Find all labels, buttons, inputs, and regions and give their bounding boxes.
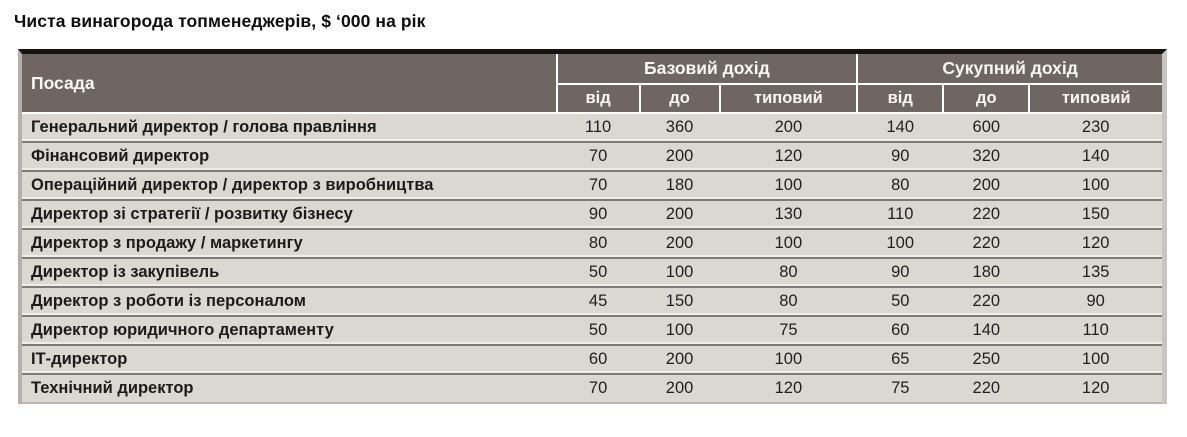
value-cell: 180 — [640, 171, 720, 200]
value-cell: 50 — [557, 316, 640, 345]
table-row — [22, 113, 1162, 142]
compensation-table-container — [18, 49, 1167, 404]
value-cell: 120 — [720, 142, 858, 171]
value-cell: 90 — [1029, 287, 1162, 316]
value-cell: 200 — [640, 142, 720, 171]
group-header-row — [22, 54, 1162, 84]
value-cell: 50 — [857, 287, 943, 316]
value-cell: 110 — [557, 113, 640, 142]
value-cell: 220 — [943, 374, 1029, 403]
position-cell: Фінансовий директор — [22, 142, 557, 171]
value-cell: 75 — [857, 374, 943, 403]
value-cell: 150 — [640, 287, 720, 316]
value-cell: 50 — [557, 258, 640, 287]
table-row — [22, 374, 1162, 403]
value-cell: 80 — [857, 171, 943, 200]
value-cell: 200 — [640, 345, 720, 374]
group-header-base-income: Базовий дохід — [557, 54, 858, 84]
table-row — [22, 345, 1162, 374]
table-row — [22, 316, 1162, 345]
position-cell: Директор з роботи із персоналом — [22, 287, 557, 316]
value-cell: 80 — [557, 229, 640, 258]
group-header-total-income: Сукупний дохід — [857, 54, 1162, 84]
value-cell: 135 — [1029, 258, 1162, 287]
value-cell: 100 — [1029, 171, 1162, 200]
value-cell: 360 — [640, 113, 720, 142]
position-cell: ІТ-директор — [22, 345, 557, 374]
page-title: Чиста винагорода топменеджерів, $ ‘000 на рік — [14, 11, 426, 31]
value-cell: 220 — [943, 287, 1029, 316]
compensation-table — [22, 54, 1162, 404]
value-cell: 140 — [1029, 142, 1162, 171]
value-cell: 100 — [640, 316, 720, 345]
value-cell: 65 — [857, 345, 943, 374]
value-cell: 70 — [557, 142, 640, 171]
table-row — [22, 287, 1162, 316]
table-header — [22, 54, 1162, 113]
value-cell: 320 — [943, 142, 1029, 171]
table-row — [22, 142, 1162, 171]
value-cell: 80 — [720, 258, 858, 287]
position-cell: Директор юридичного департаменту — [22, 316, 557, 345]
value-cell: 220 — [943, 200, 1029, 229]
position-cell: Технічний директор — [22, 374, 557, 403]
table-row — [22, 258, 1162, 287]
value-cell: 200 — [640, 200, 720, 229]
value-cell: 230 — [1029, 113, 1162, 142]
value-cell: 100 — [720, 171, 858, 200]
value-cell: 90 — [857, 142, 943, 171]
subheader-base-to: до — [640, 84, 720, 113]
table-row — [22, 229, 1162, 258]
subheader-total-from: від — [857, 84, 943, 113]
value-cell: 100 — [720, 345, 858, 374]
subheader-base-typical: типовий — [720, 84, 858, 113]
value-cell: 200 — [720, 113, 858, 142]
table-row — [22, 171, 1162, 200]
value-cell: 220 — [943, 229, 1029, 258]
value-cell: 200 — [640, 374, 720, 403]
value-cell: 200 — [943, 171, 1029, 200]
value-cell: 100 — [1029, 345, 1162, 374]
value-cell: 70 — [557, 171, 640, 200]
value-cell: 130 — [720, 200, 858, 229]
table-row — [22, 200, 1162, 229]
value-cell: 150 — [1029, 200, 1162, 229]
value-cell: 100 — [640, 258, 720, 287]
value-cell: 120 — [1029, 229, 1162, 258]
value-cell: 120 — [720, 374, 858, 403]
table-body — [22, 113, 1162, 403]
value-cell: 45 — [557, 287, 640, 316]
value-cell: 70 — [557, 374, 640, 403]
position-cell: Директор зі стратегії / розвитку бізнесу — [22, 200, 557, 229]
subheader-total-typical: типовий — [1029, 84, 1162, 113]
value-cell: 60 — [857, 316, 943, 345]
subheader-total-to: до — [943, 84, 1029, 113]
value-cell: 75 — [720, 316, 858, 345]
position-cell: Генеральний директор / голова правління — [22, 113, 557, 142]
value-cell: 120 — [1029, 374, 1162, 403]
value-cell: 600 — [943, 113, 1029, 142]
value-cell: 90 — [857, 258, 943, 287]
value-cell: 60 — [557, 345, 640, 374]
value-cell: 110 — [857, 200, 943, 229]
value-cell: 80 — [720, 287, 858, 316]
value-cell: 100 — [720, 229, 858, 258]
value-cell: 90 — [557, 200, 640, 229]
position-cell: Операційний директор / директор з виробництва — [22, 171, 557, 200]
position-cell: Директор з продажу / маркетингу — [22, 229, 557, 258]
subheader-base-from: від — [557, 84, 640, 113]
position-column-header: Посада — [22, 54, 557, 113]
value-cell: 100 — [857, 229, 943, 258]
value-cell: 140 — [857, 113, 943, 142]
value-cell: 180 — [943, 258, 1029, 287]
value-cell: 110 — [1029, 316, 1162, 345]
value-cell: 140 — [943, 316, 1029, 345]
position-cell: Директор із закупівель — [22, 258, 557, 287]
value-cell: 200 — [640, 229, 720, 258]
value-cell: 250 — [943, 345, 1029, 374]
